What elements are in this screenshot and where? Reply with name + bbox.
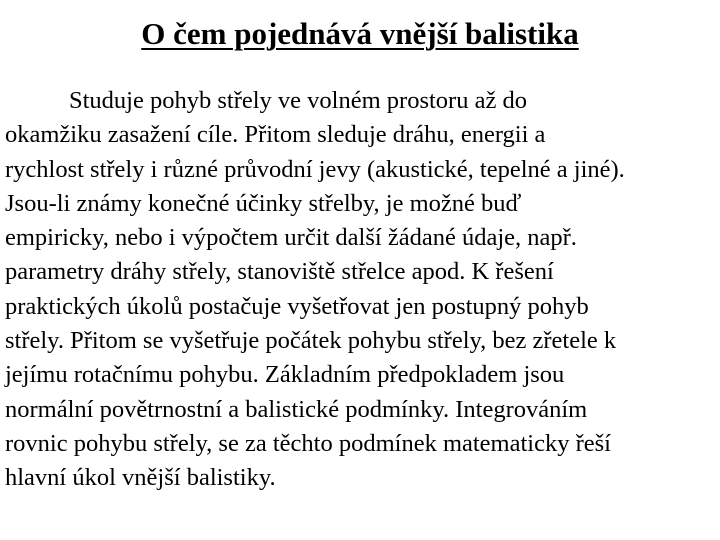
paragraph-line: Jsou-li známy konečné účinky střelby, je možné buď <box>5 189 522 217</box>
slide-title-text: O čem pojednává vnější balistika <box>141 16 579 51</box>
paragraph-line: rovnic pohybu střely, se za těchto podmínek matematicky řeší <box>5 429 611 457</box>
paragraph-line: parametry dráhy střely, stanoviště střelce apod. K řešení <box>5 258 554 286</box>
paragraph-line: rychlost střely i různé průvodní jevy (akustické, tepelné a jiné). <box>5 155 625 183</box>
paragraph-line: praktických úkolů postačuje vyšetřovat jen postupný pohyb <box>5 292 589 320</box>
paragraph-line: normální povětrnostní a balistické podmínky. Integrováním <box>5 395 588 423</box>
paragraph-line: hlavní úkol vnější balistiky. <box>5 464 276 492</box>
paragraph-line: střely. Přitom se vyšetřuje počátek pohybu střely, bez zřetele k <box>5 327 617 355</box>
paragraph-line: empiricky, nebo i výpočtem určit další žádané údaje, např. <box>5 224 577 252</box>
body-paragraph <box>5 84 715 496</box>
paragraph-line: Studuje pohyb střely ve volném prostoru až do <box>69 87 527 114</box>
slide-title <box>0 14 720 54</box>
paragraph-line: jejímu rotačnímu pohybu. Základním předpokladem jsou <box>5 361 565 389</box>
paragraph-line: okamžiku zasažení cíle. Přitom sleduje dráhu, energii a <box>5 121 546 149</box>
